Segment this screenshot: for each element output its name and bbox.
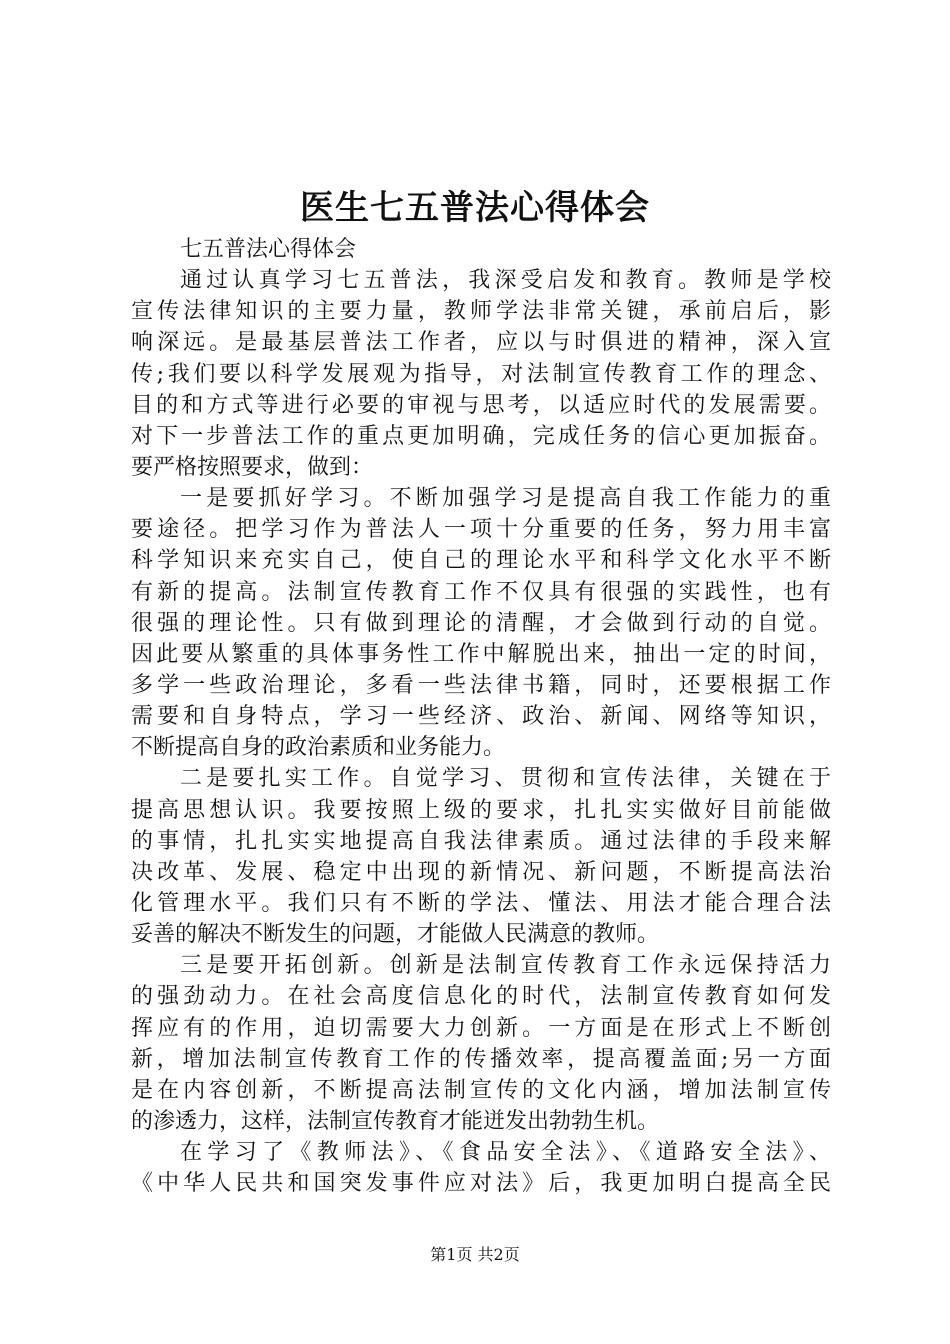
text-line: 有新的提高。法制宣传教育工作不仅具有很强的实践性，也有 [131,579,831,605]
text-line: 新，增加法制宣传教育工作的传播效率，提高覆盖面;另一方面 [131,1046,831,1072]
text-line: 的渗透力，这样，法制宣传教育才能迸发出勃勃生机。 [131,1108,660,1134]
text-line: 不断提高自身的政治素质和业务能力。 [131,735,506,761]
text-line: 妥善的解决不断发生的问题，才能做人民满意的教师。 [131,922,660,948]
text-line: 决改革、发展、稳定中出现的新情况、新问题，不断提高法治 [131,859,831,885]
text-line: 的事情，扎扎实实地提高自我法律素质。通过法律的手段来解 [131,828,831,854]
text-line: 是在内容创新，不断提高法制宣传的文化内涵，增加法制宣传 [131,1077,831,1103]
text-line: 对下一步普法工作的重点更加明确，完成任务的信心更加振奋。 [131,423,831,449]
text-line: 很强的理论性。只有做到理论的清醒，才会做到行动的自觉。 [131,610,831,636]
text-line: 因此要从繁重的具体事务性工作中解脱出来，抽出一定的时间， [131,641,831,667]
text-line: 《中华人民共和国突发事件应对法》后，我更加明白提高全民 [131,1171,831,1197]
text-line: 三是要开拓创新。创新是法制宣传教育工作永远保持活力 [180,953,831,979]
text-line: 要途径。把学习作为普法人一项十分重要的任务，努力用丰富 [131,517,831,543]
text-line: 的强劲动力。在社会高度信息化的时代，法制宣传教育如何发 [131,984,831,1010]
page-footer: 第1页 共2页 [430,1245,520,1264]
text-line: 科学知识来充实自己，使自己的理论水平和科学文化水平不断 [131,548,831,574]
text-line: 要严格按照要求，做到： [131,454,374,480]
text-line: 宣传法律知识的主要力量，教师学法非常关键，承前启后，影 [131,299,831,325]
text-line: 一是要抓好学习。不断加强学习是提高自我工作能力的重 [180,486,831,512]
text-line: 传;我们要以科学发展观为指导，对法制宣传教育工作的理念、 [131,361,831,387]
text-line: 提高思想认识。我要按照上级的要求，扎扎实实做好目前能做 [131,797,831,823]
text-line: 挥应有的作用，迫切需要大力创新。一方面是在形式上不断创 [131,1015,831,1041]
page-title: 医生七五普法心得体会 [300,188,650,228]
body-text [131,234,831,1199]
text-line: 需要和自身特点，学习一些经济、政治、新闻、网络等知识， [131,704,831,730]
text-line: 七五普法心得体会 [180,237,357,262]
text-line: 二是要扎实工作。自觉学习、贯彻和宣传法律，关键在于 [180,766,831,792]
text-line: 在学习了《教师法》、《食品安全法》、《道路安全法》、 [180,1140,831,1166]
text-line: 化管理水平。我们只有不断的学法、懂法、用法才能合理合法 [131,890,831,916]
text-line: 目的和方式等进行必要的审视与思考，以适应时代的发展需要。 [131,392,831,418]
text-line: 通过认真学习七五普法，我深受启发和教育。教师是学校 [180,268,831,294]
text-line: 多学一些政治理论，多看一些法律书籍，同时，还要根据工作 [131,672,831,698]
text-line: 响深远。是最基层普法工作者，应以与时俱进的精神，深入宣 [131,330,831,356]
